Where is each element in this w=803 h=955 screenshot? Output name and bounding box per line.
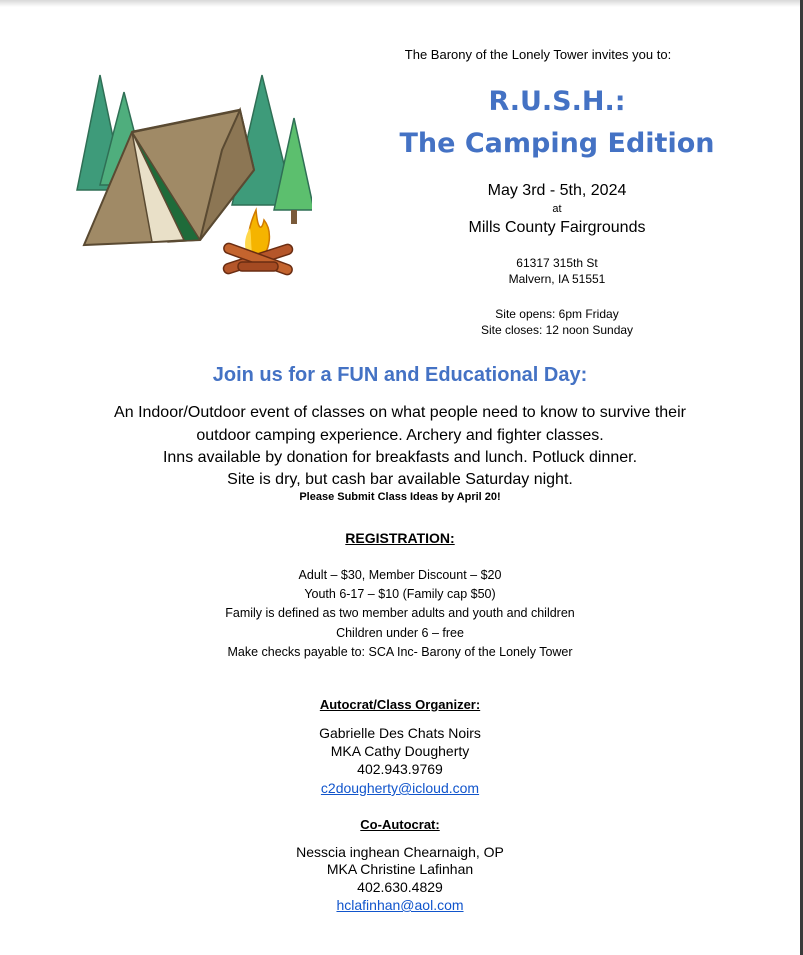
registration-line: Children under 6 – free (336, 626, 464, 640)
camping-illustration (72, 70, 312, 280)
event-title-line1: R.U.S.H.: (488, 86, 626, 117)
autocrat-mka: MKA Cathy Dougherty (330, 743, 470, 759)
registration-heading: REGISTRATION: (345, 530, 455, 546)
window-top-edge (0, 0, 803, 7)
registration-line: Youth 6-17 – $10 (Family cap $50) (304, 587, 496, 601)
description-line: Site is dry, but cash bar available Saturday night. (227, 471, 573, 488)
description-line: outdoor camping experience. Archery and fighter classes. (196, 427, 604, 444)
description-line: Inns available by donation for breakfasts and lunch. Potluck dinner. (162, 449, 638, 466)
co-autocrat-name: Nesscia inghean Chearnaigh, OP (296, 844, 504, 860)
co-autocrat-heading: Co-Autocrat: (360, 817, 440, 832)
at-text: at (552, 203, 562, 215)
autocrat-email-link[interactable]: c2dougherty@icloud.com (320, 780, 480, 796)
event-title-line2: The Camping Edition (399, 128, 715, 159)
campfire-icon (222, 210, 294, 276)
venue-name: Mills County Fairgrounds (468, 219, 646, 236)
site-closes: Site closes: 12 noon Sunday (480, 323, 634, 337)
address-city: Malvern, IA 51551 (508, 272, 606, 286)
registration-line: Family is defined as two member adults and youth and children (225, 606, 575, 620)
co-autocrat-phone: 402.630.4829 (357, 879, 443, 895)
autocrat-heading: Autocrat/Class Organizer: (319, 697, 481, 712)
autocrat-name: Gabrielle Des Chats Noirs (319, 725, 481, 741)
address-street: 61317 315th St (516, 256, 598, 270)
registration-line: Adult – $30, Member Discount – $20 (298, 568, 502, 582)
co-autocrat-email-link[interactable]: hclafinhan@aol.com (336, 897, 464, 913)
autocrat-email-row (0, 780, 800, 796)
invite-line: The Barony of the Lonely Tower invites you to: (404, 47, 672, 62)
event-dates: May 3rd - 5th, 2024 (487, 182, 627, 199)
site-opens: Site opens: 6pm Friday (495, 307, 619, 321)
co-autocrat-mka: MKA Christine Lafinhan (326, 861, 474, 877)
autocrat-phone: 402.943.9769 (357, 761, 443, 777)
submit-class-ideas-note: Please Submit Class Ideas by April 20! (299, 491, 501, 503)
description-heading: Join us for a FUN and Educational Day: (212, 364, 588, 386)
description-line: An Indoor/Outdoor event of classes on what people need to know to survive their (114, 404, 686, 421)
co-autocrat-email-row (0, 897, 800, 913)
registration-line: Make checks payable to: SCA Inc- Barony of the Lonely Tower (227, 645, 573, 659)
